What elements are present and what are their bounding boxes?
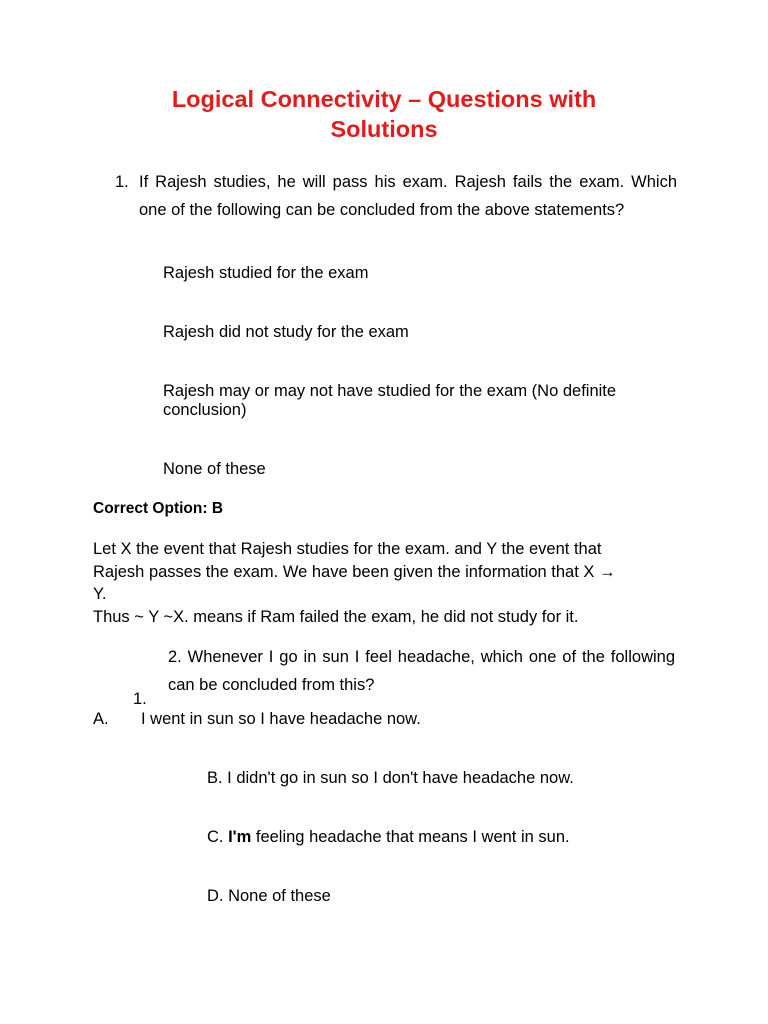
question-1-option-c: Rajesh may or may not have studied for the exam (No definite conclusion)	[163, 382, 617, 419]
question-2-option-c-prefix: C.	[207, 828, 229, 846]
question-2-text: 2. Whenever I go in sun I feel headache, which one of the following can be concluded from this?	[168, 648, 675, 694]
explanation	[93, 538, 693, 628]
correct-option-label: Correct Option: B	[93, 500, 224, 517]
explanation-line-4: Thus ~ Y ~X. means if Ram failed the exam, he did not study for it.	[93, 607, 579, 626]
question-2-option-c-bold: I'm	[228, 828, 252, 846]
question-1-option-d: None of these	[163, 460, 266, 478]
question-1-number: 1.	[115, 173, 129, 191]
question-2-option-c	[207, 828, 570, 847]
explanation-line-3: Y.	[93, 585, 107, 603]
question-1-option-a: Rajesh studied for the exam	[163, 264, 369, 282]
question-2-option-c-rest: feeling headache that means I went in sun.	[251, 828, 570, 846]
question-1-option-b: Rajesh did not study for the exam	[163, 323, 409, 341]
question-2-option-a-letter: A.	[93, 710, 109, 728]
question-2-option-a: I went in sun so I have headache now.	[141, 710, 421, 728]
title-line-2: Solutions	[330, 116, 438, 142]
question-1	[115, 168, 677, 224]
page-title	[0, 84, 768, 144]
question-2-sub-number: 1.	[133, 690, 147, 708]
explanation-line-2: Rajesh passes the exam. We have been given the information that X →	[93, 562, 616, 581]
question-1-text: If Rajesh studies, he will pass his exam. Rajesh fails the exam. Which one of the following can be concluded from the above statements?	[139, 173, 677, 219]
question-2-option-d: D. None of these	[207, 887, 331, 905]
title-line-1: Logical Connectivity – Questions with	[171, 86, 597, 112]
explanation-line-1: Let X the event that Rajesh studies for the exam. and Y the event that	[93, 540, 602, 558]
question-2-option-b: B. I didn't go in sun so I don't have headache now.	[207, 769, 574, 787]
